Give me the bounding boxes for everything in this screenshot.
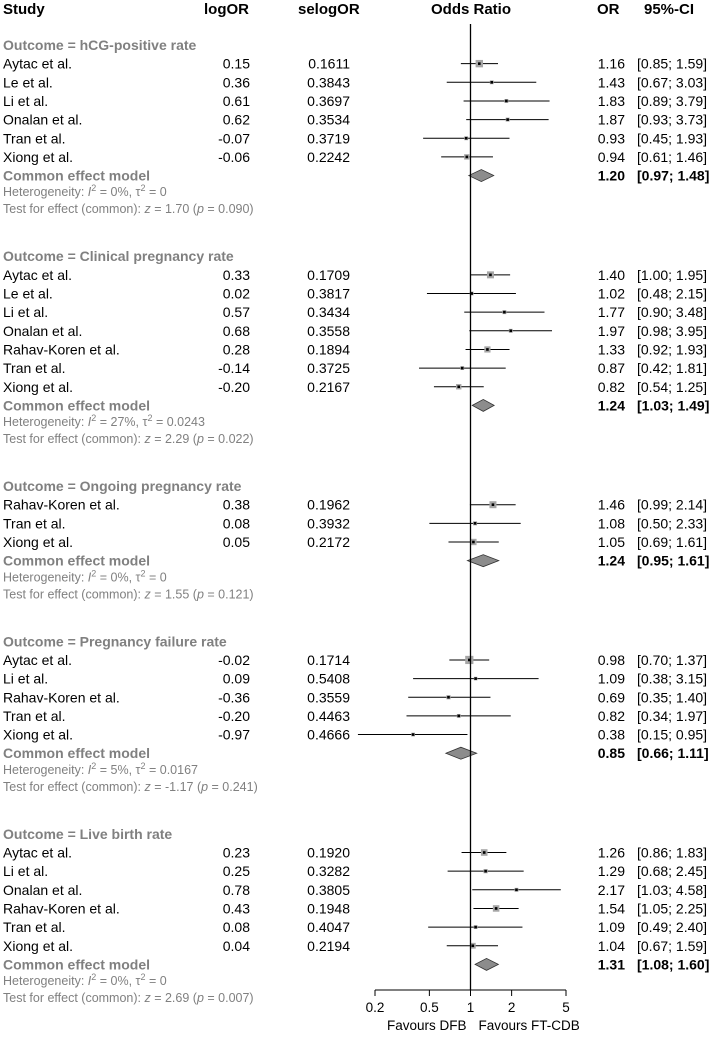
study-name: Li et al.: [3, 670, 49, 687]
study-logor: 0.08: [222, 515, 250, 532]
study-logor: -0.97: [218, 726, 250, 743]
study-or: 1.87: [597, 111, 625, 128]
pooled-label: Common effect model: [3, 956, 151, 973]
study-ci: [0.92; 1.93]: [637, 341, 708, 358]
study-ci: [0.67; 3.03]: [637, 74, 708, 91]
study-name: Li et al.: [3, 304, 49, 321]
heterogeneity-stats: Heterogeneity: $I^2 = 0\%$, $\tau^2 = 0$: [3, 183, 167, 200]
study-point: [457, 385, 460, 388]
study-ci: [0.67; 1.59]: [637, 937, 708, 954]
pooled-diamond: [475, 958, 498, 970]
pooled-or: 1.24: [597, 552, 625, 569]
pooled-ci: [1.08; 1.60]: [637, 956, 709, 973]
study-ci: [0.34; 1.97]: [637, 707, 708, 724]
study-ci: [0.86; 1.83]: [637, 844, 708, 861]
study-name: Tran et al.: [3, 360, 66, 377]
study-logor: 0.08: [222, 919, 250, 936]
study-name: Le et al.: [3, 285, 53, 302]
study-or: 1.33: [597, 341, 625, 358]
study-logor: 0.02: [222, 285, 250, 302]
pooled-or: 1.31: [597, 956, 625, 973]
study-or: 1.29: [597, 863, 625, 880]
study-name: Onalan et al.: [3, 111, 83, 128]
study-name: Tran et al.: [3, 515, 66, 532]
study-or: 0.94: [597, 148, 625, 165]
study-ci: [0.42; 1.81]: [637, 360, 708, 377]
pooled-ci: [1.03; 1.49]: [637, 397, 709, 414]
study-or: 0.87: [597, 360, 625, 377]
study-selogor: 0.3282: [307, 863, 350, 880]
study-or: 1.09: [597, 670, 625, 687]
study-ci: [0.61; 1.46]: [637, 148, 708, 165]
study-selogor: 0.2194: [307, 937, 350, 954]
favours-right-label: Favours FT-CDB: [478, 1018, 580, 1033]
study-point: [506, 118, 509, 121]
study-ci: [0.99; 2.14]: [637, 496, 708, 513]
study-point: [461, 367, 464, 370]
study-selogor: 0.1709: [307, 266, 350, 283]
study-ci: [0.85; 1.59]: [637, 55, 708, 72]
study-name: Xiong et al.: [3, 937, 74, 954]
study-logor: 0.68: [222, 322, 250, 339]
test-for-effect: Test for effect (common): z = 1.55 (p = 0.121): [3, 587, 254, 602]
pooled-label: Common effect model: [3, 745, 151, 762]
x-tick-label: 2: [507, 1000, 516, 1015]
study-point: [483, 851, 486, 854]
study-selogor: 0.1962: [307, 496, 350, 513]
study-point: [489, 274, 492, 277]
study-ci: [0.15; 0.95]: [637, 726, 708, 743]
study-ci: [0.49; 2.40]: [637, 919, 708, 936]
study-or: 1.46: [597, 496, 625, 513]
study-name: Li et al.: [3, 92, 49, 109]
study-ci: [0.50; 2.33]: [637, 515, 708, 532]
group-title: Outcome = Ongoing pregnancy rate: [3, 478, 242, 495]
header-selogor: selogOR: [298, 1, 360, 18]
study-name: Rahav-Koren et al.: [3, 689, 120, 706]
study-logor: -0.20: [218, 378, 250, 395]
study-ci: [1.03; 4.58]: [637, 881, 708, 898]
test-for-effect: Test for effect (common): z = 1.70 (p = 0.090): [3, 202, 254, 217]
study-logor: 0.28: [222, 341, 250, 358]
study-selogor: 0.1714: [307, 651, 350, 668]
study-logor: -0.07: [218, 130, 250, 147]
study-or: 1.02: [597, 285, 625, 302]
pooled-diamond: [446, 747, 477, 759]
group-title: Outcome = Pregnancy failure rate: [3, 633, 227, 650]
study-ci: [0.90; 3.48]: [637, 304, 708, 321]
study-selogor: 0.3559: [307, 689, 350, 706]
group-title: Outcome = hCG-positive rate: [3, 37, 197, 53]
pooled-or: 1.24: [597, 397, 625, 414]
x-tick-label: 1: [466, 1000, 475, 1015]
heterogeneity-stats: Heterogeneity: $I^2 = 27\%$, $\tau^2 = 0.0243$: [3, 413, 205, 430]
study-name: Tran et al.: [3, 707, 66, 724]
study-point: [490, 81, 493, 84]
study-logor: 0.23: [222, 844, 250, 861]
header-study: Study: [3, 1, 45, 18]
study-name: Le et al.: [3, 74, 53, 91]
study-name: Tran et al.: [3, 130, 66, 147]
test-for-effect: Test for effect (common): z = 2.29 (p = 0.022): [3, 432, 254, 447]
study-point: [457, 715, 460, 718]
study-point: [465, 137, 468, 140]
study-selogor: 0.3725: [307, 360, 350, 377]
study-logor: -0.36: [218, 689, 250, 706]
study-selogor: 0.2242: [307, 148, 350, 165]
study-ci: [0.68; 2.45]: [637, 863, 708, 880]
study-or: 1.43: [597, 74, 625, 91]
study-logor: 0.36: [222, 74, 250, 91]
column-headers: [3, 1, 694, 18]
study-selogor: 0.3697: [307, 92, 350, 109]
study-point: [492, 503, 495, 506]
study-point: [474, 522, 477, 525]
test-for-effect: Test for effect (common): z = 2.69 (p = 0.007): [3, 991, 254, 1006]
group-title: Outcome = Clinical pregnancy rate: [3, 248, 234, 265]
study-point: [495, 907, 498, 910]
study-ci: [0.35; 1.40]: [637, 689, 708, 706]
group-title: Outcome = Live birth rate: [3, 825, 173, 842]
study-name: Li et al.: [3, 863, 49, 880]
study-or: 0.69: [597, 689, 625, 706]
study-logor: 0.38: [222, 496, 250, 513]
study-ci: [0.93; 3.73]: [637, 111, 708, 128]
pooled-ci: [0.95; 1.61]: [637, 552, 709, 569]
study-name: Aytac et al.: [3, 844, 73, 861]
study-selogor: 0.2172: [307, 534, 350, 550]
study-or: 1.83: [597, 92, 625, 109]
study-point: [472, 541, 475, 544]
study-point: [472, 944, 475, 947]
study-ci: [0.45; 1.93]: [637, 130, 708, 147]
x-tick-label: 5: [562, 1000, 570, 1015]
study-point: [466, 156, 469, 159]
study-ci: [0.48; 2.15]: [637, 285, 708, 302]
study-point: [509, 330, 512, 333]
study-ci: [0.89; 3.79]: [637, 92, 708, 109]
study-name: Aytac et al.: [3, 651, 73, 668]
study-selogor: 0.1920: [307, 844, 350, 861]
study-selogor: 0.3843: [307, 74, 350, 91]
study-name: Onalan et al.: [3, 322, 83, 339]
study-point: [503, 311, 506, 314]
study-name: Tran et al.: [3, 919, 66, 936]
forest-rows: [3, 37, 709, 1005]
study-name: Aytac et al.: [3, 266, 73, 283]
study-ci: [0.54; 1.25]: [637, 378, 708, 395]
study-selogor: 0.3558: [307, 322, 350, 339]
pooled-ci: [0.66; 1.11]: [637, 745, 709, 762]
study-selogor: 0.3932: [307, 515, 350, 532]
study-name: Rahav-Koren et al.: [3, 341, 120, 358]
study-selogor: 0.3719: [307, 130, 350, 147]
study-ci: [0.38; 3.15]: [637, 670, 708, 687]
study-ci: [0.98; 3.95]: [637, 322, 708, 339]
header-logor: logOR: [204, 1, 249, 18]
study-name: Xiong et al.: [3, 148, 74, 165]
study-or: 1.09: [597, 919, 625, 936]
study-or: 2.17: [597, 881, 625, 898]
study-logor: 0.33: [222, 266, 250, 283]
study-point: [515, 889, 518, 892]
study-selogor: 0.4666: [307, 726, 350, 743]
study-selogor: 0.3434: [307, 304, 350, 321]
study-point: [447, 696, 450, 699]
pooled-diamond: [472, 399, 494, 411]
study-selogor: 0.1611: [308, 55, 350, 72]
study-name: Rahav-Koren et al.: [3, 496, 120, 513]
study-or: 1.97: [597, 322, 625, 339]
header-odds-ratio: Odds Ratio: [430, 1, 512, 18]
study-point: [484, 870, 487, 873]
heterogeneity-stats: Heterogeneity: $I^2 = 5\%$, $\tau^2 = 0.0167$: [3, 760, 198, 777]
study-selogor: 0.4047: [307, 919, 350, 936]
study-selogor: 0.5408: [307, 670, 350, 687]
study-ci: [0.70; 1.37]: [637, 651, 708, 668]
study-or: 1.26: [597, 844, 625, 861]
study-name: Rahav-Koren et al.: [3, 900, 120, 917]
study-selogor: 0.3534: [307, 111, 350, 128]
study-or: 1.16: [597, 55, 625, 72]
header-or: OR: [597, 1, 620, 18]
study-logor: -0.14: [218, 360, 250, 377]
study-selogor: 0.1948: [307, 900, 350, 917]
study-logor: 0.25: [222, 863, 250, 880]
study-logor: 0.57: [222, 304, 250, 321]
study-selogor: 0.1894: [307, 341, 350, 358]
study-or: 1.04: [597, 937, 625, 954]
pooled-label: Common effect model: [3, 552, 151, 569]
x-tick-label: 0.5: [419, 1000, 439, 1015]
study-or: 1.05: [597, 534, 625, 550]
study-selogor: 0.4463: [307, 707, 350, 724]
study-logor: 0.43: [222, 900, 250, 917]
study-or: 1.08: [597, 515, 625, 532]
study-name: Onalan et al.: [3, 881, 83, 898]
study-or: 0.38: [597, 726, 625, 743]
study-ci: [1.00; 1.95]: [637, 266, 708, 283]
study-or: 0.82: [597, 378, 625, 395]
study-or: 1.40: [597, 266, 625, 283]
study-point: [412, 733, 415, 736]
study-point: [486, 348, 489, 351]
x-tick-label: 0.2: [365, 1000, 385, 1015]
study-point: [474, 677, 477, 680]
study-name: Xiong et al.: [3, 534, 74, 550]
pooled-or: 1.20: [597, 167, 625, 184]
test-for-effect: Test for effect (common): z = -1.17 (p = 0.241): [3, 779, 258, 794]
study-name: Aytac et al.: [3, 55, 73, 72]
study-point: [474, 926, 477, 929]
study-name: Xiong et al.: [3, 378, 74, 395]
study-ci: [1.05; 2.25]: [637, 900, 708, 917]
study-logor: 0.09: [222, 670, 250, 687]
study-point: [505, 100, 508, 103]
pooled-diamond: [469, 170, 494, 182]
study-or: 0.98: [597, 651, 625, 668]
heterogeneity-stats: Heterogeneity: $I^2 = 0\%$, $\tau^2 = 0$: [3, 568, 167, 585]
study-logor: 0.15: [222, 55, 250, 72]
study-or: 1.54: [597, 900, 625, 917]
study-or: 1.77: [597, 304, 625, 321]
study-logor: -0.06: [218, 148, 250, 165]
header-ci: 95%-CI: [644, 1, 695, 18]
study-logor: 0.04: [222, 937, 250, 954]
study-logor: 0.78: [222, 881, 250, 898]
heterogeneity-stats: Heterogeneity: $I^2 = 0\%$, $\tau^2 = 0$: [3, 972, 167, 989]
study-selogor: 0.2167: [307, 378, 350, 395]
study-selogor: 0.3805: [307, 881, 350, 898]
study-logor: -0.02: [218, 651, 250, 668]
pooled-label: Common effect model: [3, 167, 151, 184]
study-logor: 0.62: [222, 111, 250, 128]
pooled-ci: [0.97; 1.48]: [637, 167, 709, 184]
study-or: 0.82: [597, 707, 625, 724]
pooled-label: Common effect model: [3, 397, 151, 414]
study-ci: [0.69; 1.61]: [637, 534, 708, 550]
study-point: [478, 62, 481, 65]
pooled-or: 0.85: [597, 745, 625, 762]
pooled-diamond: [467, 555, 498, 567]
favours-left-label: Favours DFB: [386, 1018, 467, 1033]
study-logor: -0.20: [218, 707, 250, 724]
study-logor: 0.05: [222, 534, 250, 550]
study-selogor: 0.3817: [307, 285, 350, 302]
study-or: 0.93: [597, 130, 625, 147]
study-logor: 0.61: [222, 92, 250, 109]
study-name: Xiong et al.: [3, 726, 74, 743]
